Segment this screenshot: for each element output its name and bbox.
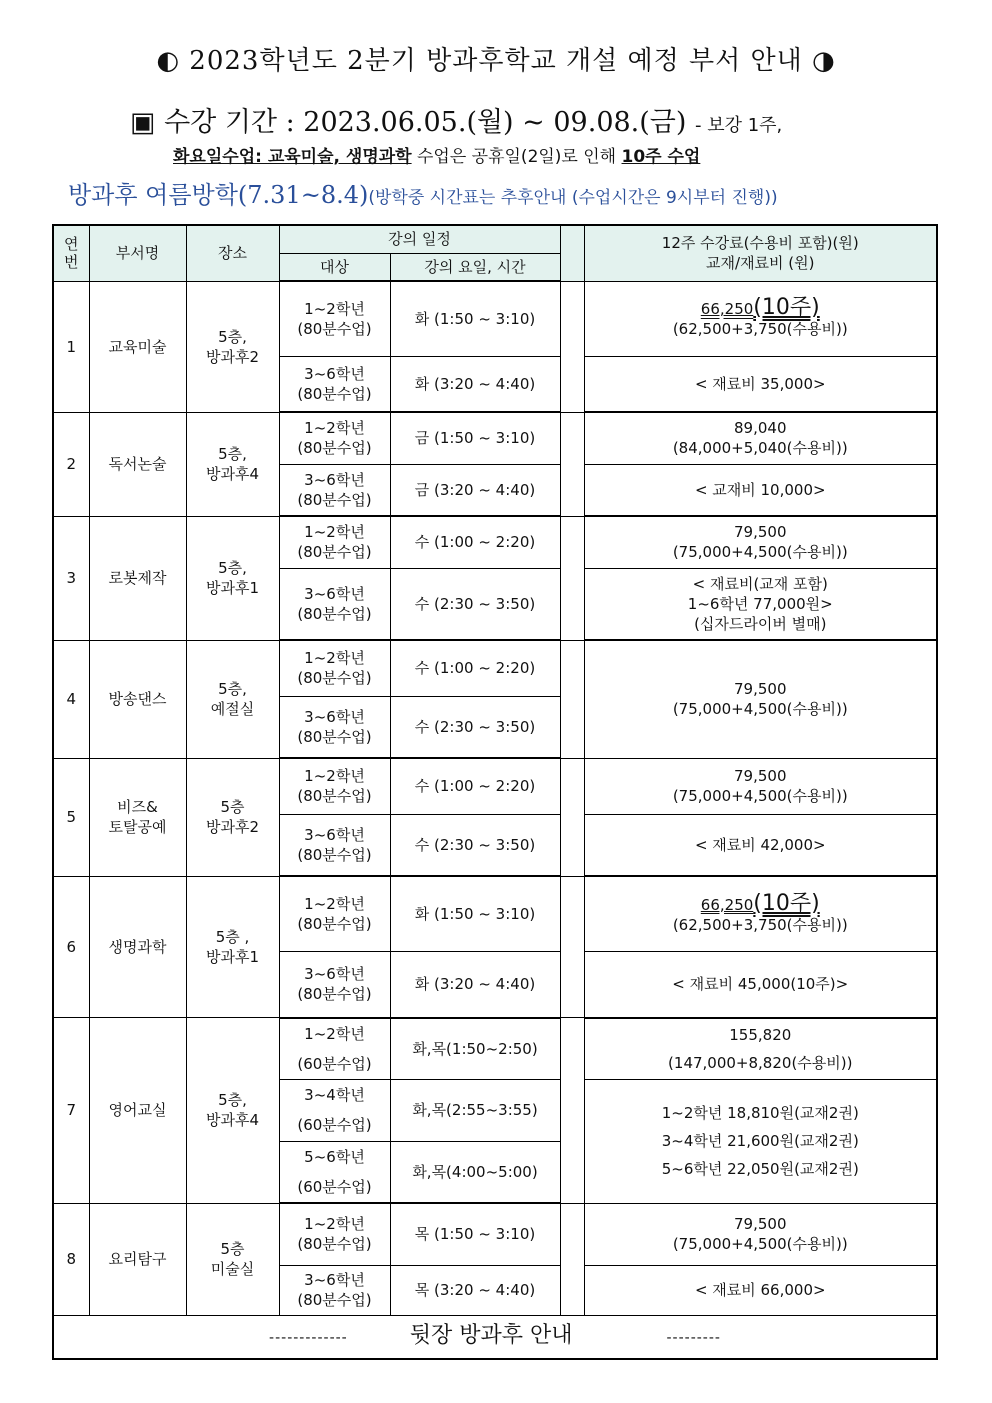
gap-cell (560, 876, 584, 1018)
dept-name: 요리탐구 (89, 1203, 186, 1315)
class-time: 금 (3:20 ~ 4:40) (390, 464, 560, 516)
header-dept: 부서명 (89, 225, 186, 281)
material-fee: < 재료비 66,000> (584, 1265, 937, 1315)
header-no: 연번 (53, 225, 89, 281)
target: 3~6학년 (80분수업) (279, 568, 390, 640)
dept-name: 생명과학 (89, 876, 186, 1018)
course-period: ▣ 수강 기간 : 2023.06.05.(월) ~ 09.08.(금) - 보강 1주, (130, 107, 783, 138)
header-schedule: 강의 일정 (279, 225, 560, 253)
target: 1~2학년 (80분수업) (279, 640, 390, 696)
header-fee: 12주 수강료(수용비 포함)(원) 교재/재료비 (원) (584, 225, 937, 281)
class-time: 수 (2:30 ~ 3:50) (390, 696, 560, 758)
class-time: 화,목(2:55~3:55) (390, 1079, 560, 1141)
class-time: 수 (2:30 ~ 3:50) (390, 568, 560, 640)
fee: 79,500 (75,000+4,500(수용비)) (584, 640, 937, 758)
target: 1~2학년 (80분수업) (279, 516, 390, 568)
target: 1~2학년 (80분수업) (279, 758, 390, 814)
fee: 66,250(10주) (62,500+3,750(수용비)) (584, 281, 937, 356)
dept-name: 영어교실 (89, 1018, 186, 1204)
row-no: 4 (53, 640, 89, 758)
place: 5층, 예절실 (186, 640, 279, 758)
gap-cell (560, 1203, 584, 1315)
class-time: 수 (1:00 ~ 2:20) (390, 758, 560, 814)
fee: 79,500 (75,000+4,500(수용비)) (584, 516, 937, 568)
header-target: 대상 (279, 253, 390, 281)
fee: 66,250(10주) (62,500+3,750(수용비)) (584, 876, 937, 952)
target: 5~6학년 (60분수업) (279, 1141, 390, 1203)
gap-cell (560, 1018, 584, 1204)
row-no: 6 (53, 876, 89, 1018)
target: 3~6학년 (80분수업) (279, 464, 390, 516)
fee: 155,820 (147,000+8,820(수용비)) (584, 1018, 937, 1080)
target: 3~6학년 (80분수업) (279, 696, 390, 758)
class-time: 금 (1:50 ~ 3:10) (390, 412, 560, 464)
dept-name: 방송댄스 (89, 640, 186, 758)
material-fee: < 재료비(교재 포함) 1~6학년 77,000원> (십자드라이버 별매) (584, 568, 937, 640)
material-fee: < 재료비 45,000(10주)> (584, 952, 937, 1018)
place: 5층 방과후2 (186, 758, 279, 876)
gap-cell (560, 412, 584, 516)
target: 3~6학년 (80분수업) (279, 1265, 390, 1315)
dept-name: 교육미술 (89, 281, 186, 412)
header-gap (560, 225, 584, 281)
gap-cell (560, 640, 584, 758)
row-no: 8 (53, 1203, 89, 1315)
target: 1~2학년 (80분수업) (279, 1203, 390, 1265)
row-no: 1 (53, 281, 89, 412)
material-fee: < 교재비 10,000> (584, 464, 937, 516)
summer-note: 방과후 여름방학(7.31~8.4)(방학중 시간표는 추후안내 (수업시간은 9시부터 진행)) (68, 181, 778, 209)
place: 5층 , 방과후1 (186, 876, 279, 1018)
fee: 89,040 (84,000+5,040(수용비)) (584, 412, 937, 464)
target: 1~2학년 (80분수업) (279, 876, 390, 952)
gap-cell (560, 281, 584, 412)
footer-back-page-note: ------------- 뒷장 방과후 안내 --------- (53, 1315, 937, 1359)
dept-name: 로봇제작 (89, 516, 186, 640)
fee: 79,500 (75,000+4,500(수용비)) (584, 758, 937, 814)
target: 1~2학년 (60분수업) (279, 1018, 390, 1080)
place: 5층, 방과후1 (186, 516, 279, 640)
class-time: 화 (3:20 ~ 4:40) (390, 356, 560, 412)
header-place: 장소 (186, 225, 279, 281)
class-time: 화 (3:20 ~ 4:40) (390, 952, 560, 1018)
header-time: 강의 요일, 시간 (390, 253, 560, 281)
row-no: 5 (53, 758, 89, 876)
material-fee: < 재료비 42,000> (584, 814, 937, 876)
class-time: 화,목(4:00~5:00) (390, 1141, 560, 1203)
place: 5층 미술실 (186, 1203, 279, 1315)
target: 3~6학년 (80분수업) (279, 952, 390, 1018)
row-no: 7 (53, 1018, 89, 1204)
material-fee: < 재료비 35,000> (584, 356, 937, 412)
class-time: 목 (3:20 ~ 4:40) (390, 1265, 560, 1315)
place: 5층, 방과후4 (186, 412, 279, 516)
target: 3~6학년 (80분수업) (279, 814, 390, 876)
class-time: 화,목(1:50~2:50) (390, 1018, 560, 1080)
tuesday-note: 화요일수업: 교육미술, 생명과학 수업은 공휴일(2일)로 인해 10주 수업 (173, 147, 701, 167)
target: 1~2학년 (80분수업) (279, 281, 390, 356)
row-no: 3 (53, 516, 89, 640)
dept-name: 비즈& 토탈공예 (89, 758, 186, 876)
class-time: 화 (1:50 ~ 3:10) (390, 281, 560, 356)
schedule-table (52, 224, 938, 1360)
material-fee: 1~2학년 18,810원(교재2권) 3~4학년 21,600원(교재2권) 5~6학년 22,050원(교재2권) (584, 1079, 937, 1203)
gap-cell (560, 516, 584, 640)
place: 5층, 방과후4 (186, 1018, 279, 1204)
class-time: 목 (1:50 ~ 3:10) (390, 1203, 560, 1265)
class-time: 수 (2:30 ~ 3:50) (390, 814, 560, 876)
page-title: ◐ 2023학년도 2분기 방과후학교 개설 예정 부서 안내 ◑ (156, 46, 836, 76)
target: 3~4학년 (60분수업) (279, 1079, 390, 1141)
gap-cell (560, 758, 584, 876)
row-no: 2 (53, 412, 89, 516)
class-time: 수 (1:00 ~ 2:20) (390, 516, 560, 568)
place: 5층, 방과후2 (186, 281, 279, 412)
dept-name: 독서논술 (89, 412, 186, 516)
target: 3~6학년 (80분수업) (279, 356, 390, 412)
class-time: 수 (1:00 ~ 2:20) (390, 640, 560, 696)
target: 1~2학년 (80분수업) (279, 412, 390, 464)
class-time: 화 (1:50 ~ 3:10) (390, 876, 560, 952)
fee: 79,500 (75,000+4,500(수용비)) (584, 1203, 937, 1265)
